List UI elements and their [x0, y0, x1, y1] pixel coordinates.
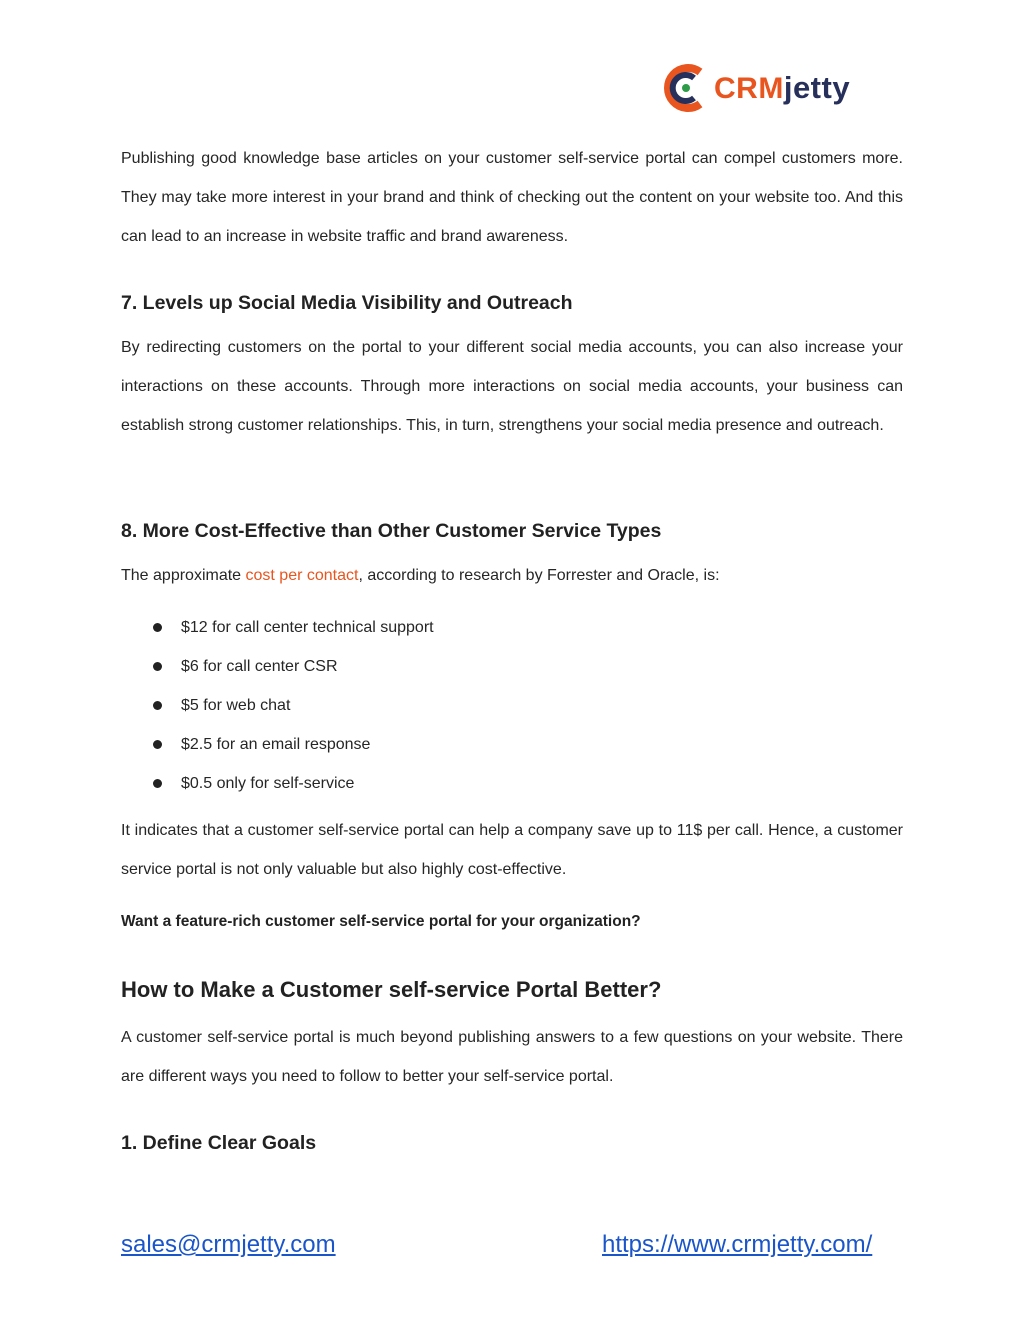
bullet-icon [153, 662, 162, 671]
list-item-text: $6 for call center CSR [181, 658, 338, 675]
heading-7-block [121, 290, 903, 316]
crmjetty-logo [664, 60, 850, 116]
footer-email-link[interactable]: sales@crmjetty.com [121, 1231, 336, 1258]
approx-block [121, 556, 903, 595]
paragraph-beyond: A customer self-service portal is much beyond publishing answers to a few questions on your website. There are different ways you need to follow to better your self-service portal. [121, 1029, 903, 1085]
list-item [121, 647, 903, 686]
list-item [121, 686, 903, 725]
heading-how-to-make: How to Make a Customer self-service Portal Better? [121, 977, 662, 1002]
bullet-icon [153, 740, 162, 749]
cta-text: Want a feature-rich customer self-service portal for your organization? [121, 913, 641, 930]
list-item [121, 608, 903, 647]
crmjetty-c-logo-icon [664, 62, 708, 114]
heading-social-media: 7. Levels up Social Media Visibility and Outreach [121, 292, 573, 314]
footer-website-link[interactable]: https://www.crmjetty.com/ [602, 1231, 873, 1258]
bullet-icon [153, 623, 162, 632]
bullet-icon [153, 701, 162, 710]
bullet-list-block [121, 608, 903, 803]
logo-jetty-text: jetty [783, 70, 851, 105]
heading-8-block [121, 518, 903, 544]
bullet-icon [153, 779, 162, 788]
intro-block [121, 139, 903, 256]
approx-text-after: , according to research by Forrester and Oracle, is: [358, 567, 720, 584]
list-item-text: $5 for web chat [181, 697, 291, 714]
paragraph-indicates: It indicates that a customer self-service portal can help a company save up to 11$ per call. Hence, a customer service portal is not only valuable but also highly cost-effective. [121, 822, 903, 878]
heading-1-block [121, 1130, 903, 1156]
approx-text-before: The approximate [121, 567, 246, 584]
paragraph-knowledge-base: Publishing good knowledge base articles on your customer self-service portal can compel customers more. They may take more interest in your brand and think of checking out the content on your website too. And this can lead to an increase in website traffic and brand awareness. [121, 150, 903, 245]
cost-per-contact-link[interactable]: cost per contact [245, 567, 359, 584]
list-item-text: $2.5 for an email response [181, 736, 371, 753]
list-item [121, 764, 903, 803]
logo-crm-text: CRM [714, 72, 784, 105]
indicates-block [121, 811, 903, 889]
section-heading-block [121, 975, 903, 1005]
social-block [121, 328, 903, 445]
logo-wordmark [714, 70, 850, 106]
list-item-text: $0.5 only for self-service [181, 775, 355, 792]
cta-block [121, 911, 903, 933]
list-item [121, 725, 903, 764]
beyond-block [121, 1018, 903, 1096]
heading-cost-effective: 8. More Cost-Effective than Other Customer Service Types [121, 520, 662, 542]
cost-bullet-list [121, 608, 903, 803]
heading-define-goals: 1. Define Clear Goals [121, 1132, 317, 1154]
paragraph-social-media: By redirecting customers on the portal to your different social media accounts, you can also increase your interactions on these accounts. Through more interactions on social media accounts, your business can establish strong customer relationships. This, in turn, strengthens your social media presence and outreach. [121, 339, 903, 434]
list-item-text: $12 for call center technical support [181, 619, 434, 636]
paragraph-approx [121, 556, 903, 595]
